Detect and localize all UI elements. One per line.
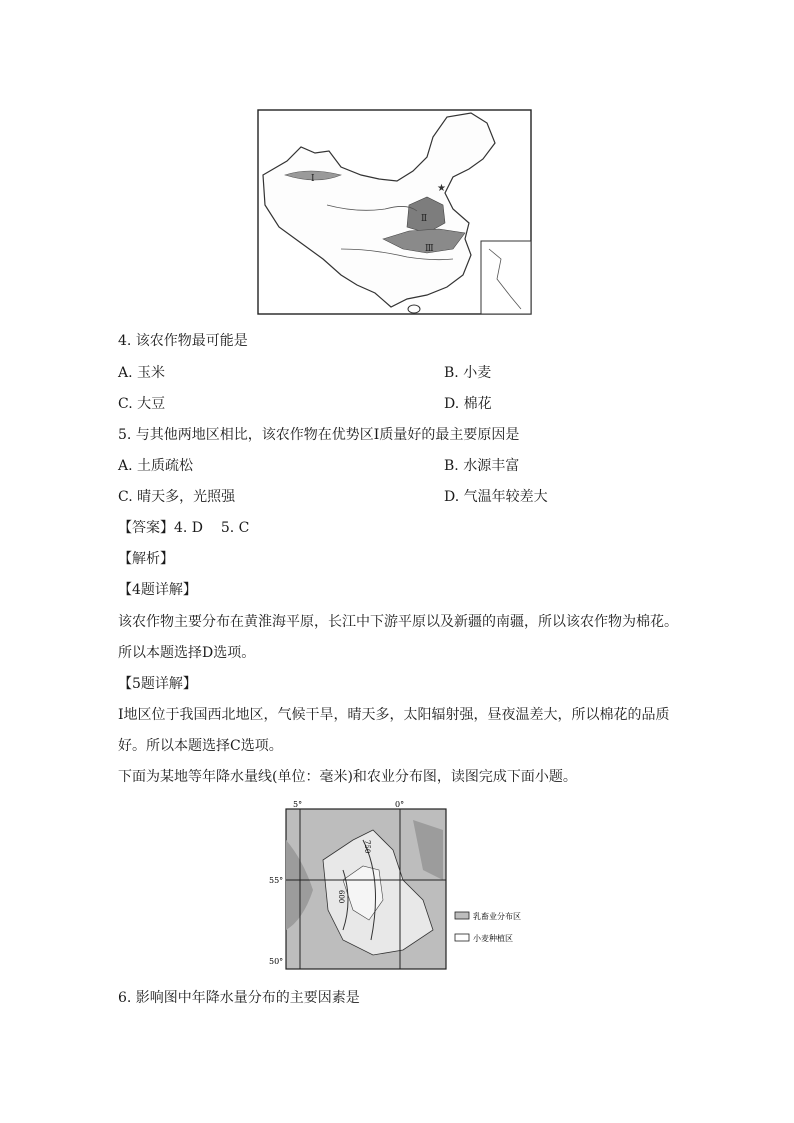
svg-text:★: ★	[437, 183, 446, 194]
detail4-heading: 【4题详解】	[118, 582, 197, 598]
region-label-2: Ⅱ	[421, 214, 428, 224]
answer-text: 4. D 5. C	[174, 520, 250, 536]
q5-option-a: A. 土质疏松	[118, 458, 194, 474]
lon-label-5: 5°	[293, 800, 303, 809]
lon-label-0: 0°	[395, 800, 405, 809]
intro-q6: 下面为某地等年降水量线(单位：毫米)和农业分布图，读图完成下面小题。	[118, 769, 577, 785]
q4-option-c: C. 大豆	[118, 396, 166, 412]
detail4-line-2: 所以本题选择D选项。	[118, 645, 256, 661]
legend-swatch-wheat	[455, 934, 469, 941]
answer-heading: 【答案】	[118, 520, 174, 536]
q4-option-b: B. 小麦	[444, 365, 492, 381]
region-label-1: Ⅰ	[311, 174, 315, 184]
detail4-line-1: 该农作物主要分布在黄淮海平原，长江中下游平原以及新疆的南疆，所以该农作物为棉花。	[118, 614, 678, 630]
detail5-heading: 【5题详解】	[118, 676, 197, 692]
isoline-label-600: 600	[337, 890, 345, 904]
answer-line	[118, 518, 249, 538]
q4-stem: 4. 该农作物最可能是	[118, 333, 248, 349]
legend-wheat: 小麦种植区	[473, 934, 513, 943]
china-cotton-map	[257, 109, 532, 315]
q6-stem: 6. 影响图中年降水量分布的主要因素是	[118, 990, 360, 1006]
legend-dairy: 乳畜业分布区	[473, 912, 521, 921]
region-label-3: Ⅲ	[425, 244, 434, 254]
q4-option-d: D. 棉花	[444, 396, 492, 412]
q5-option-b: B. 水源丰富	[444, 458, 520, 474]
lat-label-55: 55°	[269, 876, 284, 885]
lat-label-50: 50°	[269, 957, 284, 966]
q4-option-a: A. 玉米	[118, 365, 166, 381]
detail5-line-2: 好。所以本题选择C选项。	[118, 738, 283, 754]
detail5-line-1: Ⅰ地区位于我国西北地区，气候干旱，晴天多，太阳辐射强，昼夜温差大，所以棉花的品质	[118, 707, 670, 723]
analysis-heading: 【解析】	[118, 551, 174, 567]
q5-stem: 5. 与其他两地区相比，该农作物在优势区Ⅰ质量好的最主要原因是	[118, 427, 520, 443]
q5-option-c: C. 晴天多，光照强	[118, 489, 236, 505]
legend-swatch-dairy	[455, 912, 469, 919]
isoline-label-750: 750	[363, 840, 371, 854]
q5-option-d: D. 气温年较差大	[444, 489, 548, 505]
precipitation-agriculture-map	[269, 800, 535, 972]
